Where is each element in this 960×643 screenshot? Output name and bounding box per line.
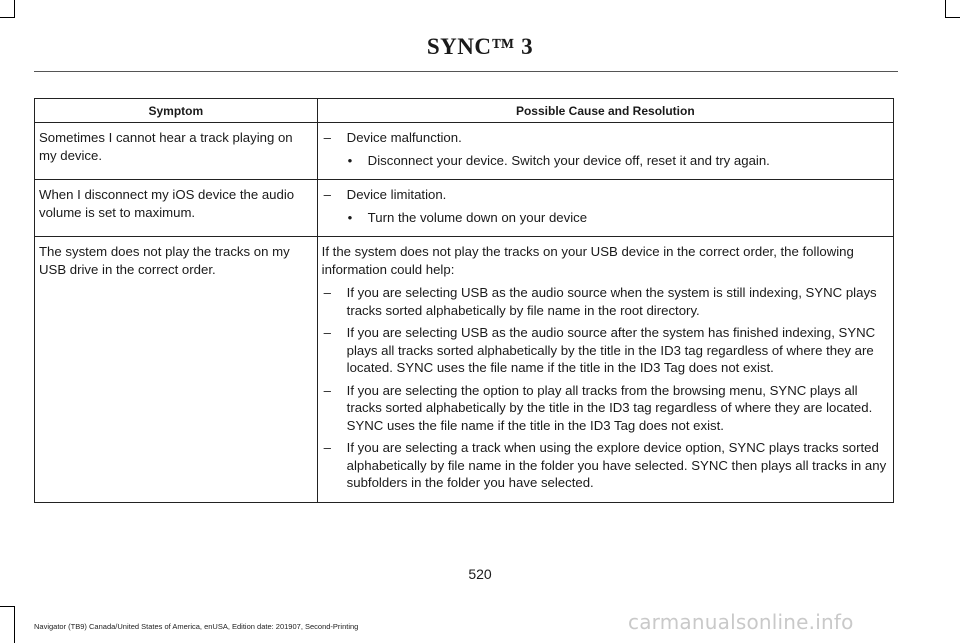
resolution-text: If you are selecting USB as the audio source when the system is still indexing, SYNC plays tracks sorted alphabetically by file name in the root directory. (346, 285, 877, 318)
resolution-cell (317, 237, 893, 503)
crop-mark-bottom-left-h (0, 606, 15, 607)
resolution-item (322, 284, 889, 319)
crop-mark-top-right-v (945, 0, 946, 18)
bullet-mark: • (347, 209, 353, 225)
cause-item (322, 129, 889, 147)
crop-mark-top-left-h (0, 17, 15, 18)
table-row (35, 237, 894, 503)
resolution-item (322, 439, 889, 492)
crop-mark-bottom-left-v (14, 606, 15, 643)
symptom-cell: When I disconnect my iOS device the audio volume is set to maximum. (35, 180, 318, 237)
cause-text: Device malfunction. (346, 130, 462, 145)
resolution-item (322, 209, 889, 227)
dash-mark: – (323, 440, 332, 455)
resolution-intro: If the system does not play the tracks on your USB device in the correct order, the following information could help: (321, 244, 854, 277)
resolution-item (322, 382, 889, 435)
footer-edition-text: Navigator (TB9) Canada/United States of America, enUSA, Edition date: 201907, Second-Printing (34, 622, 359, 631)
resolution-cell (317, 123, 893, 180)
cause-item (322, 186, 889, 204)
watermark-link[interactable]: carmanualsonline.info (628, 610, 854, 634)
dash-mark: – (323, 130, 332, 145)
page-number: 520 (468, 566, 492, 582)
dash-mark: – (323, 285, 332, 300)
resolution-item (322, 324, 889, 377)
column-header-symptom: Symptom (35, 99, 318, 123)
dash-mark: – (323, 325, 332, 340)
resolution-cell (317, 180, 893, 237)
resolution-text: If you are selecting the option to play all tracks from the browsing menu, SYNC plays all tracks sorted alphabetically by the title in the ID3 tag regardless of where they are located. SYNC uses the file name if the title in the ID3 Tag does not exist. (346, 382, 873, 433)
table-row (35, 123, 894, 180)
dash-mark: – (323, 382, 332, 398)
crop-mark-top-left-v (14, 0, 15, 18)
column-header-resolution: Possible Cause and Resolution (317, 99, 893, 123)
resolution-text: Disconnect your device. Switch your device off, reset it and try again. (367, 152, 770, 168)
symptom-cell: The system does not play the tracks on my USB drive in the correct order. (35, 237, 318, 503)
page-header-title: SYNC™ 3 (426, 34, 534, 59)
troubleshooting-table (34, 98, 894, 503)
header-divider (34, 71, 898, 72)
crop-mark-top-right-h (945, 17, 960, 18)
cause-text: Device limitation. (346, 187, 447, 202)
dash-mark: – (323, 187, 332, 202)
resolution-text: Turn the volume down on your device (367, 209, 588, 225)
resolution-text: If you are selecting a track when using the explore device option, SYNC plays tracks sorted alphabetically by file name in the folder you have selected. SYNC then plays all tracks in any subfolders in the folder you have selected. (346, 440, 887, 490)
resolution-text: If you are selecting USB as the audio source after the system has finished indexing, SYNC plays all tracks sorted alphabetically by the title in the ID3 tag regardless of where they are located. SYNC uses the file name if the title in the ID3 Tag does not exist. (346, 325, 876, 375)
symptom-cell: Sometimes I cannot hear a track playing on my device. (35, 123, 318, 180)
table-row (35, 180, 894, 237)
table-header-row (35, 99, 894, 123)
resolution-item (322, 152, 889, 170)
bullet-mark: • (347, 152, 353, 168)
